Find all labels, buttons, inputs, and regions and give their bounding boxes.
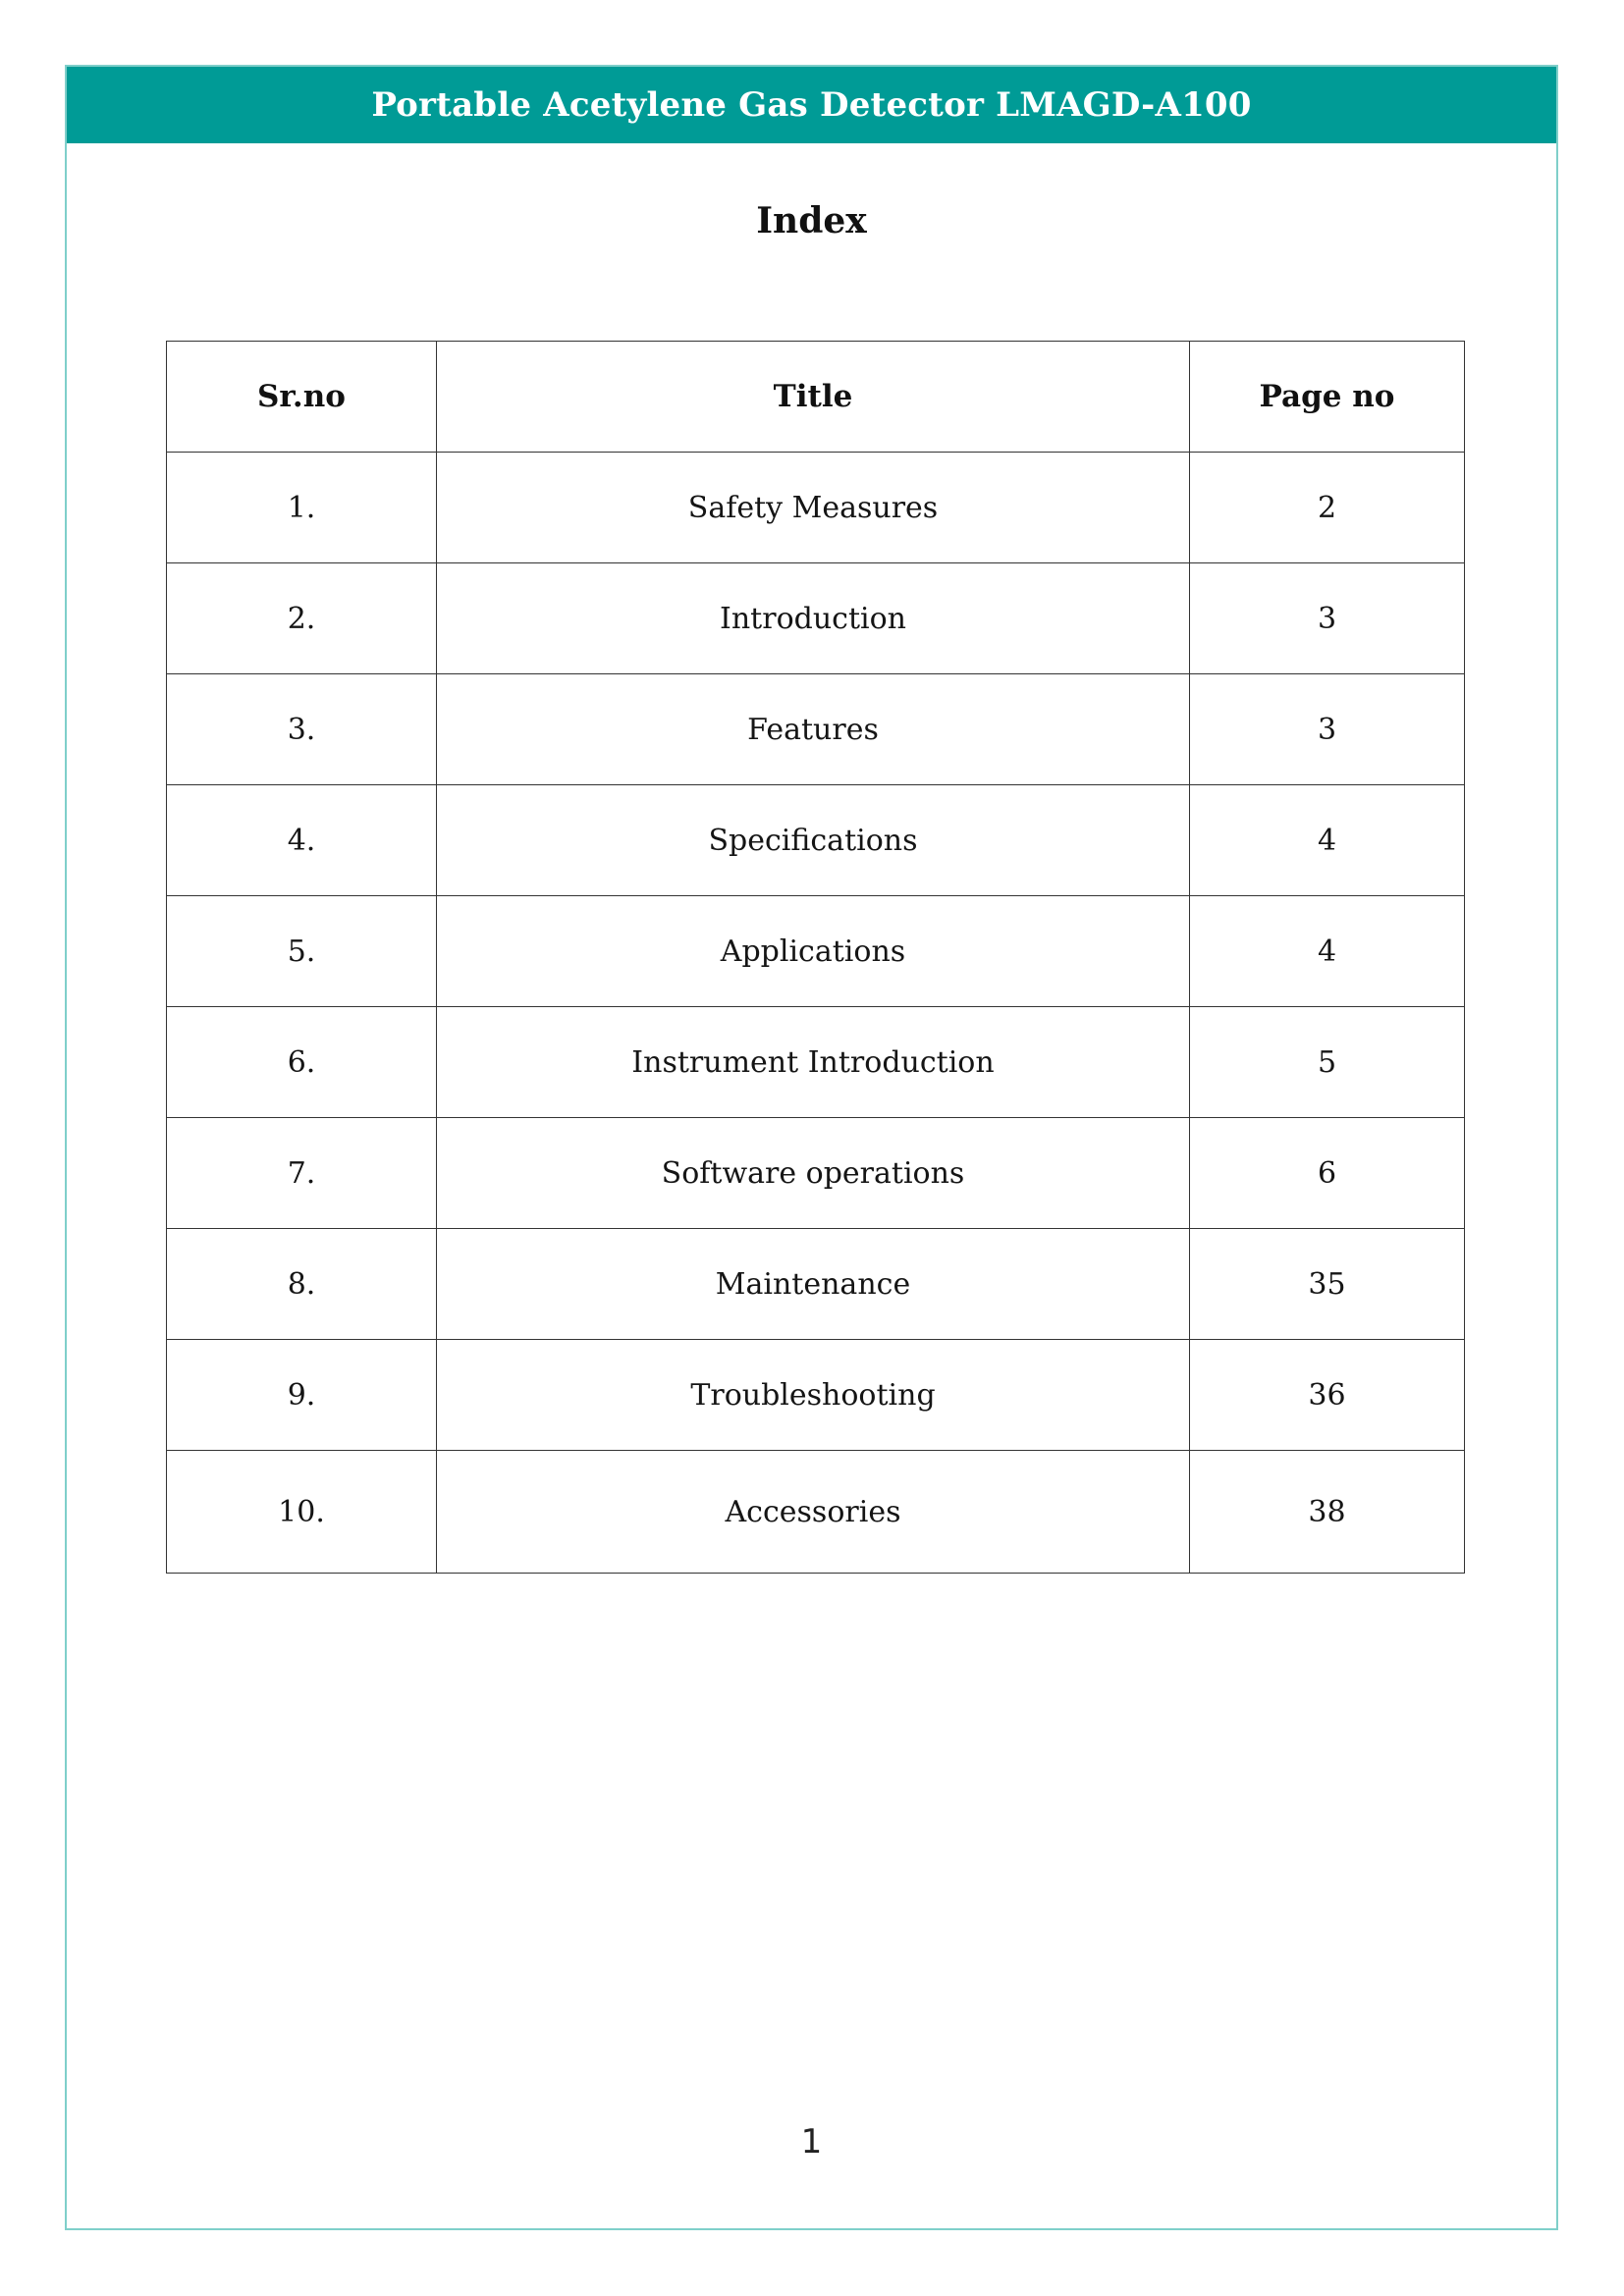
row-page-number: 2 <box>1190 453 1465 563</box>
row-page-number: 4 <box>1190 785 1465 896</box>
row-sr-number: 10. <box>167 1451 437 1574</box>
table-row <box>167 1340 1465 1451</box>
row-title: Instrument Introduction <box>437 1007 1190 1118</box>
row-page-number: 4 <box>1190 896 1465 1007</box>
column-header-srno: Sr.no <box>167 342 437 453</box>
page-number: 1 <box>800 2122 823 2162</box>
table-row <box>167 563 1465 674</box>
table-row <box>167 1118 1465 1229</box>
row-title: Software operations <box>437 1118 1190 1229</box>
row-page-number: 6 <box>1190 1118 1465 1229</box>
row-title: Accessories <box>437 1451 1190 1574</box>
header-banner <box>67 67 1556 143</box>
table-header-row <box>167 342 1465 453</box>
row-sr-number: 1. <box>167 453 437 563</box>
row-title: Introduction <box>437 563 1190 674</box>
row-sr-number: 4. <box>167 785 437 896</box>
row-page-number: 35 <box>1190 1229 1465 1340</box>
row-page-number: 36 <box>1190 1340 1465 1451</box>
row-sr-number: 3. <box>167 674 437 785</box>
table-row <box>167 674 1465 785</box>
row-sr-number: 8. <box>167 1229 437 1340</box>
table-row <box>167 1007 1465 1118</box>
row-sr-number: 6. <box>167 1007 437 1118</box>
table-row <box>167 1451 1465 1574</box>
row-page-number: 5 <box>1190 1007 1465 1118</box>
column-header-page-no: Page no <box>1190 342 1465 453</box>
table-row <box>167 1229 1465 1340</box>
row-title: Troubleshooting <box>437 1340 1190 1451</box>
row-sr-number: 7. <box>167 1118 437 1229</box>
table-row <box>167 453 1465 563</box>
row-page-number: 3 <box>1190 563 1465 674</box>
row-page-number: 38 <box>1190 1451 1465 1574</box>
table-row <box>167 896 1465 1007</box>
row-title: Applications <box>437 896 1190 1007</box>
row-title: Specifications <box>437 785 1190 896</box>
page-frame <box>65 65 1558 2230</box>
document-title: Portable Acetylene Gas Detector LMAGD-A100 <box>371 85 1252 125</box>
row-sr-number: 2. <box>167 563 437 674</box>
row-title: Features <box>437 674 1190 785</box>
row-sr-number: 5. <box>167 896 437 1007</box>
index-heading: Index <box>756 200 867 241</box>
column-header-title: Title <box>437 342 1190 453</box>
table-row <box>167 785 1465 896</box>
row-title: Maintenance <box>437 1229 1190 1340</box>
row-title: Safety Measures <box>437 453 1190 563</box>
index-table <box>166 341 1465 1574</box>
row-page-number: 3 <box>1190 674 1465 785</box>
row-sr-number: 9. <box>167 1340 437 1451</box>
